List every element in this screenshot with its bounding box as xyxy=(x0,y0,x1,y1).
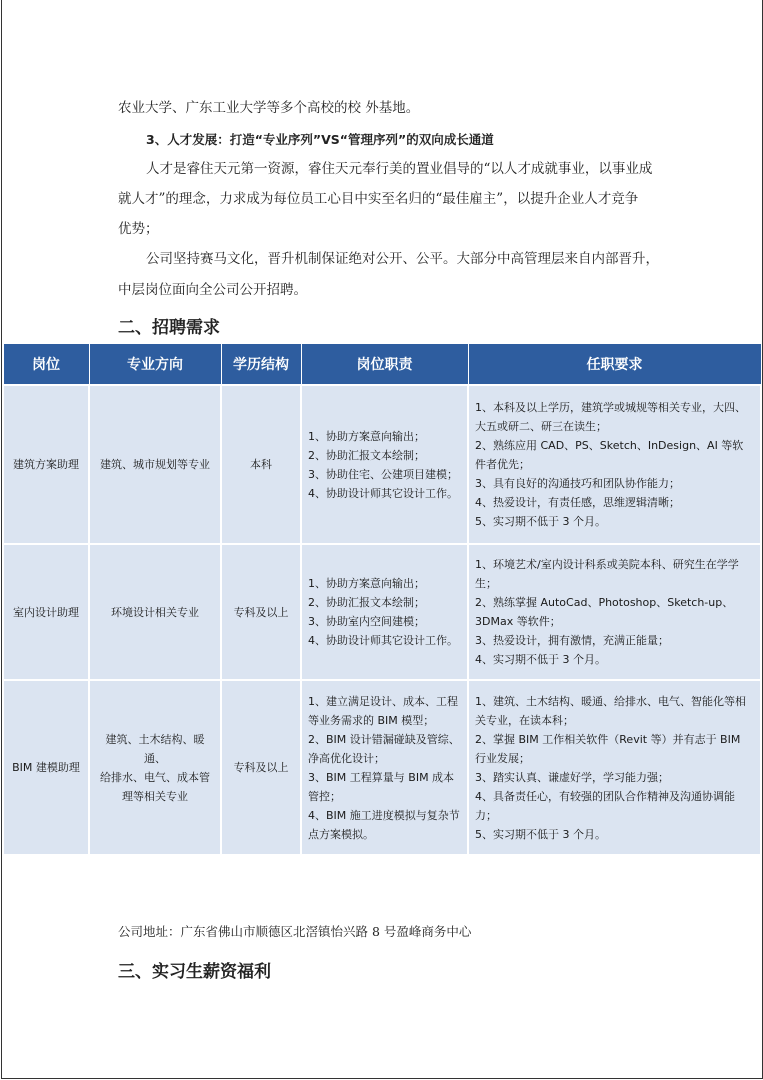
paragraph-line: 人才是睿住天元第一资源，睿住天元奉行美的置业倡导的“以人才成就事业，以事业成 xyxy=(146,161,653,177)
requirements-cell xyxy=(468,680,761,855)
header-position: 岗位 xyxy=(3,344,89,386)
requirement-line: 生； xyxy=(475,577,497,590)
duty-line: 4、协助设计师其它设计工作。 xyxy=(308,486,458,500)
duty-line: 等业务需求的 BIM 模型； xyxy=(308,713,435,727)
requirement-line: 行业发展； xyxy=(475,751,530,765)
requirement-line: 大五或研二、研三在读生； xyxy=(475,420,607,433)
requirement-line: 3DMax 等软件； xyxy=(475,615,561,628)
company-address: 公司地址：广东省佛山市顺德区北滘镇怡兴路 8 号盈峰商务中心 xyxy=(118,924,472,939)
duty-line: 1、协助方案意向输出； xyxy=(308,577,425,590)
education-cell: 专科及以上 xyxy=(221,544,301,680)
header-requirements: 任职要求 xyxy=(468,344,761,386)
requirement-line: 1、环境艺术/室内设计科系或美院本科、研究生在学学 xyxy=(475,558,739,571)
major-line: 建筑、土木结构、暖通、 xyxy=(105,732,205,765)
duty-line: 点方案模拟。 xyxy=(308,827,374,841)
duty-line: 1、建立满足设计、成本、工程 xyxy=(308,694,458,708)
duty-line: 3、协助住宅、公建项目建模； xyxy=(308,467,458,481)
section-heading-recruitment: 二、招聘需求 xyxy=(118,318,220,338)
requirements-cell xyxy=(468,385,761,544)
table-row xyxy=(3,680,761,855)
major-line: 给排水、电气、成本管 xyxy=(100,770,210,784)
header-education: 学历结构 xyxy=(221,344,301,386)
paragraph-line: 优势； xyxy=(118,221,159,237)
duty-line: 1、协助方案意向输出； xyxy=(308,429,425,443)
table-row xyxy=(3,544,761,680)
requirement-line: 4、具备责任心，有较强的团队合作精神及沟通协调能力； xyxy=(475,789,735,822)
requirement-line: 关专业，在读本科； xyxy=(475,713,574,727)
major-line: 建筑、城市规划等专业 xyxy=(100,458,210,471)
duty-line: 3、协助室内空间建模； xyxy=(308,615,425,628)
duty-line: 净高优化设计； xyxy=(308,751,385,765)
table-header-row xyxy=(3,344,761,386)
requirement-line: 4、热爱设计，有责任感，思维逻辑清晰； xyxy=(475,496,680,509)
major-line: 环境设计相关专业 xyxy=(111,605,199,619)
table-row xyxy=(3,385,761,544)
requirement-line: 1、本科及以上学历，建筑学或城规等相关专业，大四、 xyxy=(475,401,746,414)
intro-line: 农业大学、广东工业大学等多个高校的校 外基地。 xyxy=(118,100,420,116)
requirement-line: 3、踏实认真、谦虚好学，学习能力强； xyxy=(475,770,669,784)
duties-cell xyxy=(301,385,468,544)
paragraph-line: 就人才”的理念，力求成为每位员工心目中实至名归的“最佳雇主”，以提升企业人才竞争 xyxy=(118,191,639,207)
requirement-line: 2、熟练掌握 AutoCad、Photoshop、Sketch-up、 xyxy=(475,596,734,609)
duty-line: 2、BIM 设计错漏碰缺及管综、 xyxy=(308,732,460,746)
paragraph-line: 中层岗位面向全公司公开招聘。 xyxy=(118,282,307,298)
duty-line: 4、BIM 施工进度模拟与复杂节 xyxy=(308,808,460,822)
position-cell: 室内设计助理 xyxy=(3,544,89,680)
position-cell: BIM 建模助理 xyxy=(3,680,89,855)
requirement-line: 5、实习期不低于 3 个月。 xyxy=(475,827,606,841)
requirement-line: 4、实习期不低于 3 个月。 xyxy=(475,653,606,666)
requirement-line: 件者优先； xyxy=(475,458,530,471)
section-heading-salary: 三、实习生薪资福利 xyxy=(118,962,271,982)
requirement-line: 2、掌握 BIM 工作相关软件（Revit 等）并有志于 BIM xyxy=(475,732,741,746)
education-cell: 专科及以上 xyxy=(221,680,301,855)
duties-cell xyxy=(301,680,468,855)
header-major: 专业方向 xyxy=(89,344,221,386)
recruitment-table xyxy=(2,343,762,856)
duty-line: 2、协助汇报文本绘制； xyxy=(308,448,425,462)
header-duties: 岗位职责 xyxy=(301,344,468,386)
requirement-line: 3、热爱设计，拥有激情，充满正能量； xyxy=(475,634,669,647)
duty-line: 3、BIM 工程算量与 BIM 成本 xyxy=(308,770,455,784)
requirement-line: 5、实习期不低于 3 个月。 xyxy=(475,515,606,528)
duty-line: 管控； xyxy=(308,789,341,803)
requirements-cell xyxy=(468,544,761,680)
major-cell xyxy=(89,680,221,855)
duty-line: 2、协助汇报文本绘制； xyxy=(308,596,425,609)
requirement-line: 1、建筑、土木结构、暖通、给排水、电气、智能化等相 xyxy=(475,694,746,708)
major-cell xyxy=(89,544,221,680)
education-cell: 本科 xyxy=(221,385,301,544)
paragraph-line: 公司坚持赛马文化，晋升机制保证绝对公开、公平。大部分中高管理层来自内部晋升， xyxy=(146,251,659,267)
talent-subheading: 3、人才发展：打造“专业序列”VS“管理序列”的双向成长通道 xyxy=(146,132,494,147)
duties-cell xyxy=(301,544,468,680)
requirement-line: 3、具有良好的沟通技巧和团队协作能力； xyxy=(475,477,680,490)
position-cell: 建筑方案助理 xyxy=(3,385,89,544)
major-cell xyxy=(89,385,221,544)
duty-line: 4、协助设计师其它设计工作。 xyxy=(308,634,458,647)
major-line: 理等相关专业 xyxy=(122,789,188,803)
requirement-line: 2、熟练应用 CAD、PS、Sketch、InDesign、AI 等软 xyxy=(475,439,744,452)
